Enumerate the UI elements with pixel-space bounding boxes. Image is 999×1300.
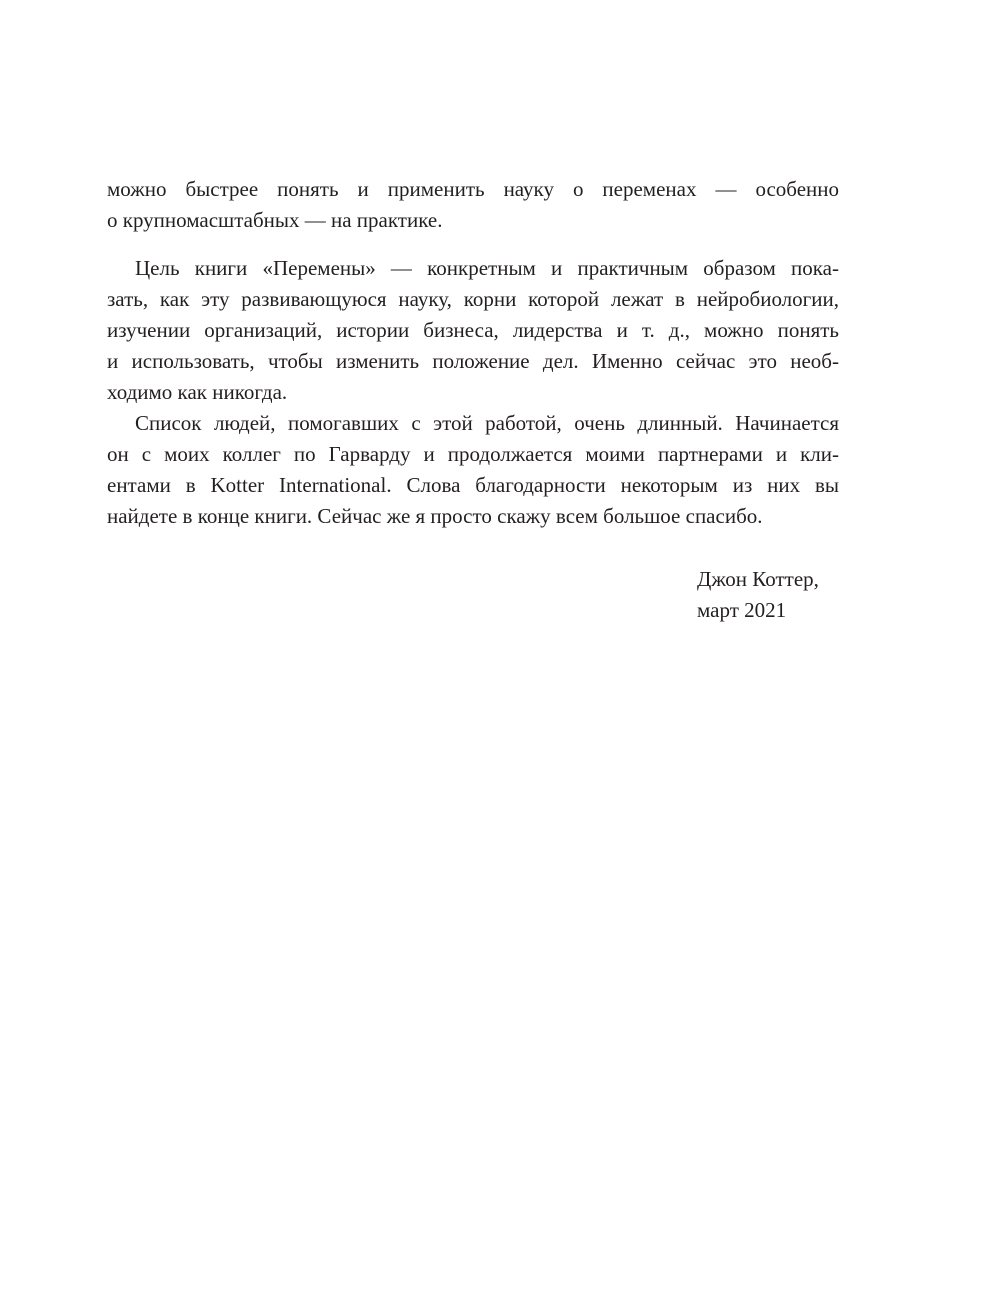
text-line: изучении организаций, истории бизнеса, лидерства и т. д., можно понять bbox=[107, 318, 839, 342]
paragraph-book-goal bbox=[107, 253, 839, 408]
text-line: найдете в конце книги. Сейчас же я просто скажу всем большое спасибо. bbox=[107, 504, 763, 528]
text-line: и использовать, чтобы изменить положение дел. Именно сейчас это необ- bbox=[107, 349, 839, 373]
text-line: ходимо как никогда. bbox=[107, 380, 288, 404]
text-line: можно быстрее понять и применить науку о переменах — особенно bbox=[107, 177, 839, 201]
paragraph-continuation bbox=[107, 174, 839, 236]
text-line: о крупномасштабных — на практике. bbox=[107, 208, 443, 232]
author-signature bbox=[697, 564, 897, 626]
text-line: ентами в Kotter International. Слова благодарности некоторым из них вы bbox=[107, 473, 839, 497]
text-line: он с моих коллег по Гарварду и продолжается моими партнерами и кли- bbox=[107, 442, 839, 466]
text-line: Цель книги «Перемены» — конкретным и практичным образом пока- bbox=[135, 256, 839, 280]
paragraph-acknowledgements bbox=[107, 408, 839, 532]
author-name: Джон Коттер, bbox=[697, 567, 819, 591]
text-line: Список людей, помогавших с этой работой, очень длинный. Начинается bbox=[135, 411, 839, 435]
signature-date: март 2021 bbox=[697, 598, 787, 622]
text-line: зать, как эту развивающуюся науку, корни которой лежат в нейробиологии, bbox=[107, 287, 839, 311]
